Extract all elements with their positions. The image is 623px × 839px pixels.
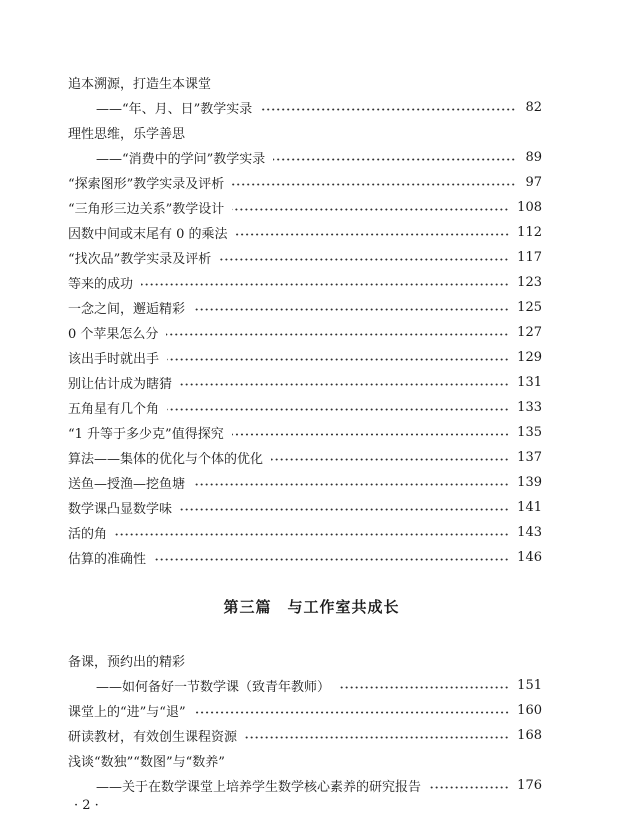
toc-entry [68,723,542,747]
section-title: 第三篇 与工作室共成长 [223,598,400,616]
toc-entry [68,520,542,544]
toc-entry [68,170,542,194]
dot-leader [232,183,516,186]
toc-entry [68,370,542,394]
toc-title: “三角形三边关系”教学设计 [68,201,225,217]
toc-title: 浅谈“数独”“数图”与“数养” [68,754,225,770]
dot-leader [180,383,509,386]
toc-entry [96,673,542,697]
toc-page: 141 [517,499,542,515]
toc-page: 108 [517,199,542,215]
dot-leader [167,358,509,361]
toc-entry [68,470,542,494]
toc-title: “找次品”教学实录及评析 [68,251,212,267]
toc-entry [68,270,542,294]
toc-title: ——“年、月、日”教学实录 [96,101,253,117]
toc-entry [68,420,542,444]
dot-leader [167,408,509,411]
toc-page: 82 [525,99,542,115]
toc-page: 146 [517,549,542,565]
toc-page: 160 [517,702,542,718]
toc-title: 追本溯源，打造生本课堂 [68,76,212,92]
toc-title: ——“消费中的学问”教学实录 [96,151,266,167]
dot-leader [154,558,509,561]
dot-leader [260,108,516,111]
toc-title: 理性思维，乐学善思 [68,126,186,142]
dot-leader [141,283,509,286]
toc-entry [68,395,542,419]
toc-page: 117 [517,249,542,265]
toc-entry [96,145,542,169]
toc-title: 等来的成功 [68,276,134,292]
toc-page: 168 [517,727,542,743]
toc-title: “探索图形”教学实录及评析 [68,176,225,192]
toc-title: 一念之间，邂逅精彩 [68,301,186,317]
toc-page: 131 [517,374,542,390]
toc-title: 五角星有几个角 [68,401,160,417]
toc-page: 137 [517,449,542,465]
dot-leader [115,533,509,536]
dot-leader [193,483,509,486]
toc-page: 133 [517,399,542,415]
toc-entry [68,120,185,144]
toc-title: 因数中间或末尾有 0 的乘法 [68,226,228,242]
toc-entry [68,698,542,722]
toc-page: 135 [517,424,542,440]
toc-title: 该出手时就出手 [68,351,160,367]
dot-leader [271,458,509,461]
dot-leader [180,508,509,511]
toc-entry [96,773,542,797]
toc-title: 送鱼—授渔—挖鱼塘 [68,476,186,492]
dot-leader [232,208,509,211]
dot-leader [338,686,509,689]
toc-page: 143 [517,524,542,540]
toc-page: 139 [517,474,542,490]
toc-title: 别让估计成为瞎猜 [68,376,173,392]
toc-title: ——关于在数学课堂上培养学生数学核心素养的研究报告 [96,779,422,795]
toc-title: 活的角 [68,526,108,542]
toc-title: 算法——集体的优化与个体的优化 [68,451,264,467]
dot-leader [429,786,509,789]
toc-title: 数学课凸显数学味 [68,501,173,517]
toc-entry [68,70,211,94]
dot-leader [245,736,509,739]
dot-leader [236,233,510,236]
toc-entry [68,220,542,244]
toc-entry [68,445,542,469]
toc-title: 研读教材，有效创生课程资源 [68,729,238,745]
dot-leader [193,308,509,311]
toc-title: 课堂上的“进”与“退” [68,704,186,720]
toc-entry [68,545,542,569]
toc-page: 129 [517,349,542,365]
toc-title: 估算的准确性 [68,551,147,567]
toc-title: 0 个苹果怎么分 [68,326,159,342]
toc-page: 127 [517,324,542,340]
toc-title: “1 升等于多少克”值得探究 [68,426,224,442]
toc-entry [68,495,542,519]
toc-page: 151 [517,677,542,693]
toc-entry [68,345,542,369]
dot-leader [273,158,516,161]
toc-page: 112 [517,224,542,240]
toc-entry [96,95,542,119]
toc-entry [68,748,225,772]
dot-leader [219,258,509,261]
toc-title: ——如何备好一节数学课（致青年教师） [96,679,331,695]
toc-page: 97 [525,174,542,190]
toc-page: 123 [517,274,542,290]
toc-page: 176 [517,777,542,793]
dot-leader [194,711,510,714]
toc-entry [68,195,542,219]
toc-title: 备课，预约出的精彩 [68,654,186,670]
dot-leader [232,433,509,436]
page-number: · 2 · [74,798,99,813]
toc-page: 125 [517,299,542,315]
dot-leader [166,333,509,336]
toc-entry [68,320,542,344]
toc-page: 89 [525,149,542,165]
toc-entry [68,648,185,672]
toc-entry [68,245,542,269]
toc-entry [68,295,542,319]
